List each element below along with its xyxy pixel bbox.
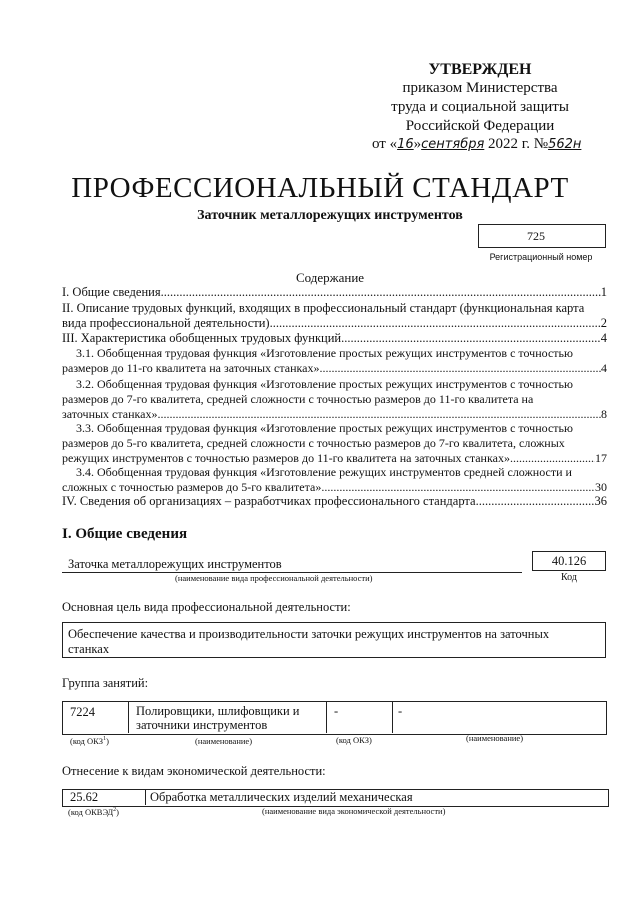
toc-entry-page: 4 — [601, 361, 607, 375]
toc-entry-text: 3.4. Обобщенная трудовая функция «Изготовление режущих инструментов средней сложности и — [76, 465, 572, 479]
date-mid: » — [413, 136, 422, 152]
group-divider — [392, 701, 393, 733]
document-title: ПРОФЕССИОНАЛЬНЫЙ СТАНДАРТ — [71, 172, 569, 204]
toc-entry-page: 36 — [594, 494, 607, 508]
approval-block — [380, 60, 580, 136]
approval-order: приказом Министерства — [402, 80, 558, 96]
okz-caption-2: (код ОКЗ) — [336, 735, 372, 745]
okz-caption-1: (код ОКЗ$^1$) — [70, 736, 109, 746]
toc-entry-text: II. Описание трудовых функций, входящих в профессиональный стандарт (функциональная карта — [62, 301, 585, 315]
toc-entry[interactable] — [62, 377, 607, 422]
toc-entry-text: 3.1. Обобщенная трудовая функция «Изготовление простых режущих инструментов с точностью — [76, 346, 573, 360]
activity-code: 40.126 — [551, 554, 587, 568]
toc-entry-text: III. Характеристика обобщенных трудовых функций — [62, 331, 342, 345]
toc-entry-page: 4 — [600, 331, 607, 345]
toc-entry-text: заточных станках» — [62, 407, 158, 421]
goal-label: Основная цель вида профессиональной деятельности: — [62, 600, 351, 614]
toc-entry[interactable] — [62, 421, 607, 466]
order-number: 562н — [548, 137, 582, 152]
toc-entry-text: размеров до 7-го квалитета, средней сложности с точностью размеров до 11-го квалитета на — [62, 392, 534, 406]
toc-entry-text: сложных с точностью размеров до 5-го квалитета» — [62, 480, 322, 494]
toc-entry[interactable] — [62, 346, 607, 376]
group-divider — [326, 701, 327, 733]
goal-text-line2: станках — [68, 642, 110, 656]
okved-code: 25.62 — [70, 790, 99, 804]
date-day: 16 — [397, 137, 414, 152]
section-heading: I. Общие сведения — [62, 526, 188, 542]
econ-divider — [145, 789, 146, 805]
okved-caption: (код ОКВЭД$^2$) — [68, 807, 119, 817]
toc-entry-text: размеров до 5-го квалитета, средней сложности с точностью размеров до 7-го квалитета, сложных — [62, 436, 565, 450]
okved-name-caption: (наименование вида экономической деятельности) — [262, 806, 446, 816]
toc-entry-text: режущих инструментов с точностью размеров до 11-го квалитета на заточных станках» — [62, 451, 510, 465]
occupation-name-1-line1: Полировщики, шлифовщики и — [136, 704, 300, 718]
econ-label: Отнесение к видам экономической деятельности: — [62, 764, 326, 778]
toc-entry[interactable] — [62, 285, 607, 300]
group-label: Группа занятий: — [62, 676, 149, 690]
registration-number-box — [478, 224, 606, 248]
activity-caption: (наименование вида профессиональной деятельности) — [175, 573, 373, 583]
name-caption-1: (наименование) — [195, 736, 253, 746]
toc-entry-page: 8 — [601, 407, 607, 421]
toc-title: Содержание — [295, 270, 365, 285]
registration-number: 725 — [527, 229, 545, 243]
date-prefix: от « — [372, 136, 398, 152]
approval-ministry: труда и социальной защиты — [391, 99, 569, 115]
okz-code-1: 7224 — [70, 705, 95, 719]
toc-entry[interactable] — [62, 301, 607, 331]
toc-entry-text: размеров до 11-го квалитета на заточных станках» — [62, 361, 320, 375]
toc-entry-page: 2 — [600, 316, 607, 330]
date-year: 2022 г. № — [484, 136, 549, 152]
okved-name: Обработка металлических изделий механическая — [150, 790, 413, 804]
toc-entry[interactable] — [62, 465, 607, 495]
toc-entry-page: 1 — [600, 285, 607, 299]
occupation-name-1-line2: заточники инструментов — [136, 718, 268, 732]
toc-entry-text: 3.3. Обобщенная трудовая функция «Изготовление простых режущих инструментов с точностью — [76, 421, 573, 435]
name-caption-2: (наименование) — [466, 733, 524, 743]
registration-label: Регистрационный номер — [489, 252, 593, 262]
activity-name: Заточка металлорежущих инструментов — [68, 557, 282, 571]
goal-text-line1: Обеспечение качества и производительности заточки режущих инструментов на заточных — [68, 627, 550, 641]
toc-entry-page: 17 — [595, 451, 607, 465]
toc-entry-text: вида профессиональной деятельности) — [62, 316, 270, 330]
approval-country: Российской Федерации — [405, 118, 555, 134]
toc-entry[interactable] — [62, 331, 607, 346]
approval-heading: УТВЕРЖДЕН — [428, 61, 532, 78]
date-month: сентября — [421, 137, 485, 152]
toc-entry-text: IV. Сведения об организациях – разработчиках профессионального стандарта — [62, 494, 476, 508]
occupation-name-2: - — [398, 704, 403, 718]
toc-entry-text: I. Общие сведения — [62, 285, 161, 299]
code-caption: Код — [561, 572, 577, 583]
approval-date-line — [372, 136, 581, 153]
toc-entry[interactable] — [62, 494, 607, 509]
document-subtitle: Заточник металлорежущих инструментов — [197, 208, 463, 223]
group-divider — [128, 701, 129, 733]
toc-entry-text: 3.2. Обобщенная трудовая функция «Изготовление простых режущих инструментов с точностью — [76, 377, 573, 391]
okz-code-2: - — [334, 704, 339, 718]
toc-entry-page: 30 — [595, 480, 607, 494]
